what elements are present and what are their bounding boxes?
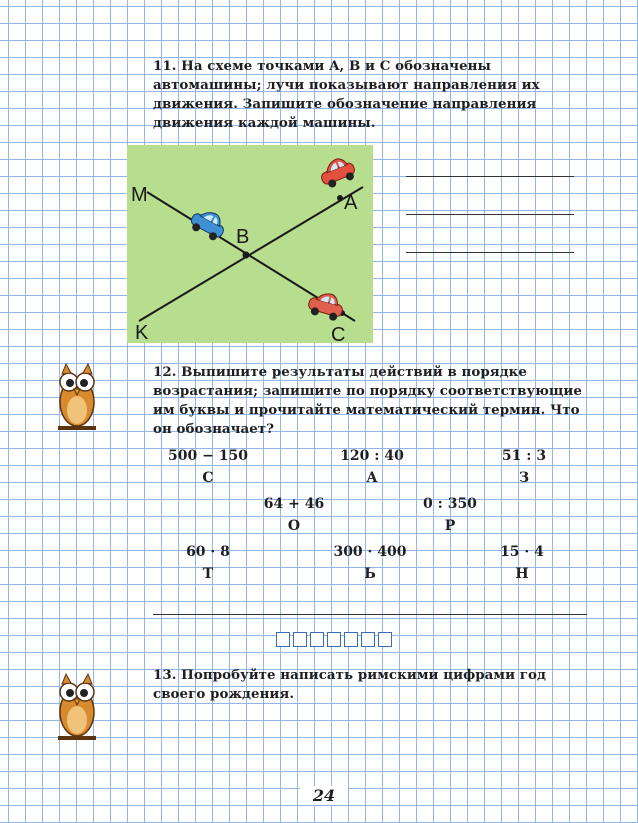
intersection-point — [243, 252, 250, 259]
answer-line-2[interactable] — [406, 214, 574, 215]
expression-value: 120 : 40 — [340, 448, 404, 464]
owl-icon — [54, 668, 100, 744]
cars-diagram — [127, 145, 373, 343]
answer-box[interactable] — [327, 632, 341, 647]
answer-line-task12[interactable] — [153, 614, 587, 615]
answer-box[interactable] — [293, 632, 307, 647]
expression-value: 0 : 350 — [423, 496, 477, 512]
answer-box[interactable] — [310, 632, 324, 647]
expression-7 — [322, 543, 418, 584]
expression-value: 64 + 46 — [263, 496, 325, 512]
expression-value: 300 · 400 — [333, 544, 407, 560]
task-12-number: 12. — [153, 364, 177, 380]
task-12 — [153, 363, 589, 439]
label-b: B — [236, 226, 250, 248]
expression-letter: А — [366, 470, 378, 486]
answer-line-3[interactable] — [406, 252, 574, 253]
task-11-number: 11. — [153, 58, 177, 74]
label-a: A — [344, 192, 358, 214]
expression-value: 51 : 3 — [501, 448, 547, 464]
owl-icon — [54, 358, 100, 434]
expression-letter: Т — [202, 566, 214, 582]
expression-letter: О — [287, 518, 301, 534]
task-12-text: Выпишите результаты действий в порядке возрастания; запишите по порядку соответствующие им буквы и прочитайте математический термин. Что он обозначает? — [153, 364, 582, 437]
expression-value: 60 · 8 — [186, 544, 230, 560]
expression-letter: Ь — [364, 566, 376, 582]
label-c: C — [331, 324, 346, 343]
answer-box[interactable] — [344, 632, 358, 647]
expression-1 — [160, 447, 256, 488]
expression-3 — [476, 447, 572, 488]
task-11 — [153, 57, 589, 133]
expression-8 — [474, 543, 570, 584]
answer-box[interactable] — [378, 632, 392, 647]
task-11-text: На схеме точками A, B и C обозначены автомашины; лучи показывают направления их движения. Запишите обозначение направления движения каждой машины. — [153, 58, 540, 131]
answer-boxes — [276, 632, 395, 647]
car-b-icon — [187, 205, 229, 243]
expression-letter: С — [202, 470, 214, 486]
page-number: 24 — [300, 786, 348, 805]
cars-diagram-svg — [127, 145, 373, 343]
answer-box[interactable] — [361, 632, 375, 647]
answer-line-1[interactable] — [406, 176, 574, 177]
expression-4 — [246, 495, 342, 536]
expression-2 — [324, 447, 420, 488]
car-a-icon — [317, 154, 358, 190]
expression-6 — [160, 543, 256, 584]
expression-letter: З — [518, 470, 530, 486]
expression-value: 15 · 4 — [500, 544, 544, 560]
task-13 — [153, 666, 589, 704]
expression-letter: Р — [444, 518, 456, 534]
label-m: M — [131, 184, 148, 206]
expression-letter: Н — [515, 566, 529, 582]
label-k: K — [135, 322, 149, 343]
task-13-number: 13. — [153, 667, 177, 683]
expression-value: 500 − 150 — [168, 448, 248, 464]
point-a-end — [337, 195, 343, 201]
task-13-text: Попробуйте написать римскими цифрами год своего рождения. — [153, 667, 546, 702]
expression-5 — [402, 495, 498, 536]
answer-box[interactable] — [276, 632, 290, 647]
